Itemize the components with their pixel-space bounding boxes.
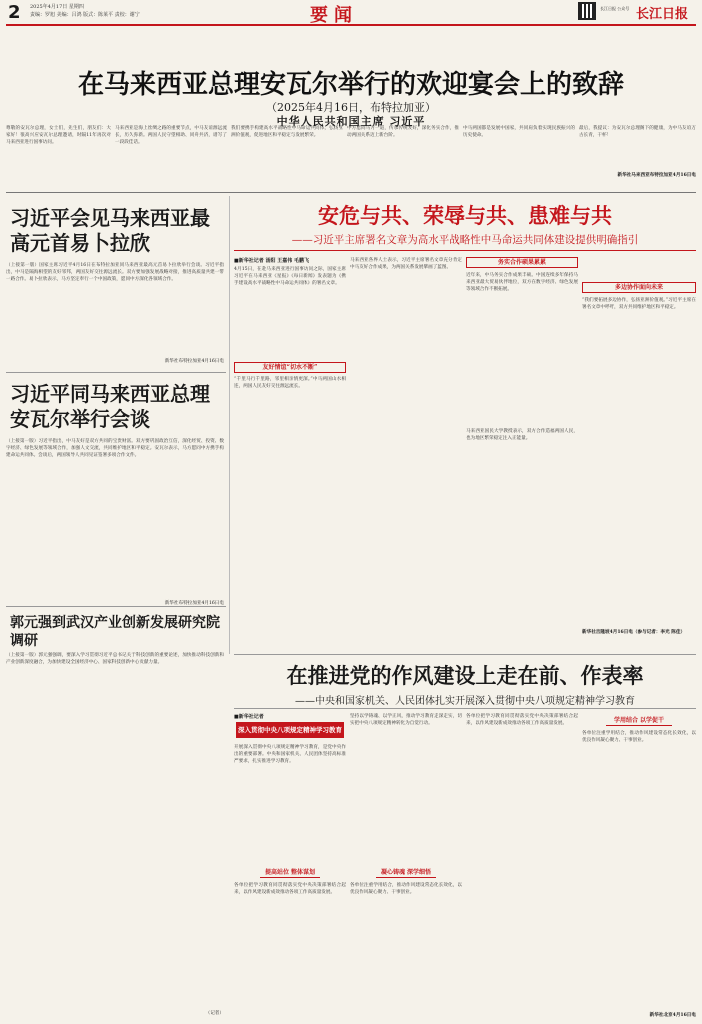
bottom-col-4: 各单位注重学用结合，推动作风建设常态化长效化，以优良作风凝心聚力、干事创业。 [582, 731, 696, 743]
divider-a [6, 372, 226, 373]
main-headline: 在马来西亚总理安瓦尔举行的欢迎宴会上的致辞 [77, 70, 624, 100]
feature-byline: ■新华社记者 汤阳 王嘉伟 毛鹏飞 [234, 258, 309, 264]
divider-b [6, 606, 226, 607]
story-b-sign: 新华社布特拉加亚4月16日电 [164, 601, 224, 606]
bottom-col-2: 坚持以学铸魂、以学正风，推动学习教育走深走实，切实把中央八项规定精神转化为自觉行动。 [350, 714, 462, 726]
feature-col-1b: “千里马行千里路，邻里相亲情更深。”中马两国山水相连，两国人民友好交往源远流长。 [234, 377, 346, 389]
main-col-1: 尊敬的安瓦尔总理，女士们，先生们，朋友们：大家好！很高兴应安瓦尔总理邀请，时隔11年再次对马来西亚进行国事访问。 [6, 126, 111, 145]
main-col-3: 我们要携手构建高水平战略性中马命运共同体，弘扬亚洲价值观，促进地区和平稳定与发展繁荣。 [231, 126, 343, 138]
feature-sign: 新华社吉隆坡4月16日电（参与记者：李光 陈佳） [582, 630, 686, 635]
header-rule [6, 24, 696, 26]
date-line: 2025年4月17日 星期四 [30, 4, 84, 10]
bottom-col-1: 开展深入贯彻中央八项规定精神学习教育，是党中央作出的重要部署。中央和国家机关、人民团体坚持高标准严要求，扎实推进学习教育。 [234, 745, 346, 764]
feature-sub-1: 友好情谊“切水不断” [234, 362, 346, 373]
bottom-col-2b: 各单位注重学用结合，推动作风建设常态化长效化，以优良作风凝心聚力、干事创业。 [350, 883, 462, 895]
left-column-divider [229, 196, 230, 654]
main-source: 新华社马来西亚布特拉加亚4月16日电 [617, 173, 696, 178]
bottom-headline: 在推进党的作风建设上走在前、作表率 [286, 663, 644, 688]
main-author: 中华人民共和国主席 习近平 [276, 115, 426, 128]
main-col-2: 马来西亚是海上丝绸之路的重要节点，中马友谊源远流长，历久弥新。两国人民守望相助、同舟共济，谱写了一段段佳话。 [115, 126, 227, 145]
editor-line: 责编：罗旭 美编：吕鸿 版式：陈莱平 责校：谢宁 [30, 12, 140, 18]
story-a-body: （上接第一版）国家主席习近平4月16日在布特拉加亚同马来西亚最高元首易卜拉欣举行会谈。习近平指出，中马是隔海相望的友好邻邦，两国友好交往源远流长。双方要加强发展战略对接，推进高质量共建一带一路合作。易卜拉欣表示，马方坚定奉行一个中国政策，愿同中方深化各领域合作。 [6, 263, 224, 282]
main-subtitle: （2025年4月16日，布特拉加亚） [266, 101, 436, 114]
feature-col-4: 马来西亚国民大学教授表示，双方合作造福两国人民，也为地区繁荣稳定注入正能量。 [466, 429, 578, 441]
feature-col-5: “我们要拓展多边协作，弘扬亚洲价值观。”习近平主席在署名文章中呼吁，双方共同维护地区和平稳定。 [582, 298, 696, 310]
divider-feature [234, 654, 696, 655]
main-col-6: 最后，我提议：为安瓦尔总理阁下的健康，为中马友谊万古长青，干杯！ [579, 126, 696, 138]
main-col-5: 中马两国都是发展中国家，共同肩负着实现民族振兴的历史使命。 [463, 126, 575, 138]
bottom-rule [234, 708, 696, 709]
feature-col-2: 马来西亚各界人士表示，习近平主席署名文章充分肯定中马友好合作成果，为两国关系发展擘画了蓝图。 [350, 258, 462, 270]
section-title: 要闻 [310, 5, 358, 26]
feature-sub-3: 多边协作面向未来 [582, 282, 696, 293]
feature-headline: 安危与共、荣辱与共、患难与共 [318, 203, 612, 228]
bottom-subtitle: ——中央和国家机关、人民团体扎实开展深入贯彻中央八项规定精神学习教育 [295, 696, 635, 707]
feature-col-3: 近年来，中马务实合作成果丰硕。中国连续多年保持马来西亚最大贸易伙伴地位，双方在数字经济、绿色发展等领域合作不断拓展。 [466, 273, 578, 292]
story-b-title: 习近平同马来西亚总理安瓦尔举行会谈 [10, 382, 210, 431]
divider-main [6, 192, 696, 193]
bottom-col-3: 各单位把学习教育同贯彻落实党中央决策部署结合起来，以作风建设新成效推动各项工作高质量发展。 [466, 714, 578, 726]
bottom-sign: 新华社北京4月16日电 [649, 1013, 696, 1018]
paper-logo: 长江日报 [636, 7, 689, 22]
story-a-sign: 新华社布特拉加亚4月16日电 [164, 359, 224, 364]
feature-col-1: 4月15日，在赴马来西亚进行国事访问之际，国家主席习近平在马来西亚《星报》《每日新闻》发表题为《携手建设高水平战略性中马命运共同体》的署名文章。 [234, 267, 346, 286]
story-c-title: 郭元强到武汉产业创新发展研究院调研 [10, 615, 220, 649]
page-number: 2 [8, 2, 21, 23]
story-a-title: 习近平会见马来西亚最高元首易卜拉欣 [10, 206, 210, 255]
bottom-sub-2: 凝心铸魂 深学细悟 [376, 868, 436, 878]
paper-sub: 长江日报 公众号 [600, 6, 630, 11]
feature-rule [234, 250, 696, 251]
bottom-sub-3: 学用结合 以学促干 [606, 716, 672, 726]
feature-sub-2: 务实合作硕果累累 [466, 257, 578, 268]
masthead [0, 0, 702, 24]
bottom-byline: ■新华社记者 [234, 714, 264, 720]
bottom-tag: 深入贯彻中央八项规定精神学习教育 [236, 722, 344, 738]
story-b-body: （上接第一版）习近平指出，中马友好是双方共同的宝贵财富。双方要巩固政治互信，深化经贸、投资、数字经济、绿色发展等领域合作，加强人文交流，共同维护地区和平稳定。安瓦尔表示，马方愿同中方携手构建命运共同体。会谈后，两国领导人共同见证签署多项合作文件。 [6, 439, 224, 458]
bottom-sub-1: 提高站位 整体谋划 [260, 868, 320, 878]
qr-code-icon [578, 2, 596, 20]
bottom-col-1b: 各单位把学习教育同贯彻落实党中央决策部署结合起来，以作风建设新成效推动各项工作高质量发展。 [234, 883, 346, 895]
feature-subtitle: ——习近平主席署名文章为高水平战略性中马命运共同体建设提供明确指引 [291, 234, 639, 246]
story-c-sign: （记者） [205, 1011, 224, 1016]
story-c-body: （上接第一版）郭元强强调，要深入学习贯彻习近平总书记关于科技创新的重要论述，加快推动科技创新和产业创新深度融合，为加快建设全国经济中心、国家科技创新中心贡献力量。 [6, 653, 224, 665]
main-col-4: 中方愿同马方一道，传承传统友好，深化务实合作，推动两国关系迈上新台阶。 [347, 126, 459, 138]
